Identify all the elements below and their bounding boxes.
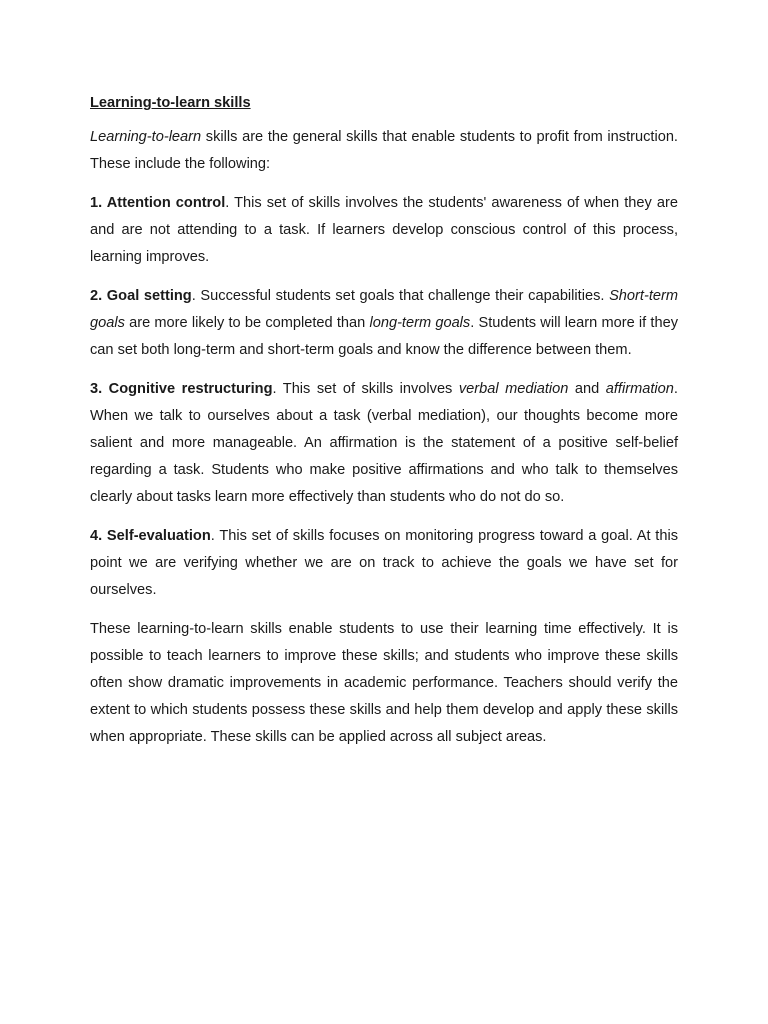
intro-text: skills are the general skills that enable students to profit from instruction. These include the following: xyxy=(90,129,678,172)
intro-paragraph xyxy=(90,124,678,178)
item-cognitive-restructuring xyxy=(90,376,678,511)
item-text: and xyxy=(568,381,606,397)
item-self-evaluation xyxy=(90,523,678,604)
item-heading: 1. Attention control xyxy=(90,195,226,211)
item-emphasis: verbal mediation xyxy=(458,381,569,397)
item-text: . When we talk to ourselves about a task (verbal mediation), our thoughts become more salient and more manageable. An affirmation is the statement of a positive self-belief regarding a task. Students who make positive affirmations and who talk to themselves clearly about tasks learn more effectively than students who do not do so. xyxy=(90,381,678,505)
item-text: This set of skills involves xyxy=(282,381,459,397)
item-heading: 3. Cognitive restructuring xyxy=(90,381,273,397)
item-emphasis: affirmation xyxy=(605,381,674,397)
item-text: This set of skills focuses on monitoring progress toward a goal. At this point we are verifying whether we are on track to achieve the goals we have set for ourselves. xyxy=(90,528,678,598)
item-text: are more likely to be completed than xyxy=(124,315,370,331)
item-emphasis: long-term goals xyxy=(369,315,471,331)
item-separator: . xyxy=(272,381,283,397)
document-page xyxy=(90,92,678,763)
item-heading: 4. Self-evaluation xyxy=(90,528,211,544)
intro-term: Learning-to-learn xyxy=(90,129,202,145)
item-text: Successful students set goals that challenge their capabilities. xyxy=(200,288,610,304)
item-text: . Students will learn more if they can set both long-term and short-term goals and know the difference between them. xyxy=(90,315,678,358)
item-separator: . xyxy=(191,288,201,304)
item-attention-control xyxy=(90,190,678,271)
item-separator: . xyxy=(225,195,235,211)
item-goal-setting xyxy=(90,283,678,364)
item-text: This set of skills involves the students' awareness of when they are and are not attending to a task. If learners develop conscious control of this process, learning improves. xyxy=(90,195,678,265)
item-emphasis: Short-term goals xyxy=(90,288,679,331)
item-heading: 2. Goal setting xyxy=(90,288,192,304)
item-separator: . xyxy=(210,528,220,544)
document-title: Learning-to-learn skills xyxy=(90,95,251,111)
closing-paragraph: These learning-to-learn skills enable students to use their learning time effectively. It is possible to teach learners to improve these skills; and students who improve these skills often show dramatic improvements in academic performance. Teachers should verify the extent to which students possess these skills and help them develop and apply these skills when appropriate. These skills can be applied across all subject areas. xyxy=(90,621,678,745)
